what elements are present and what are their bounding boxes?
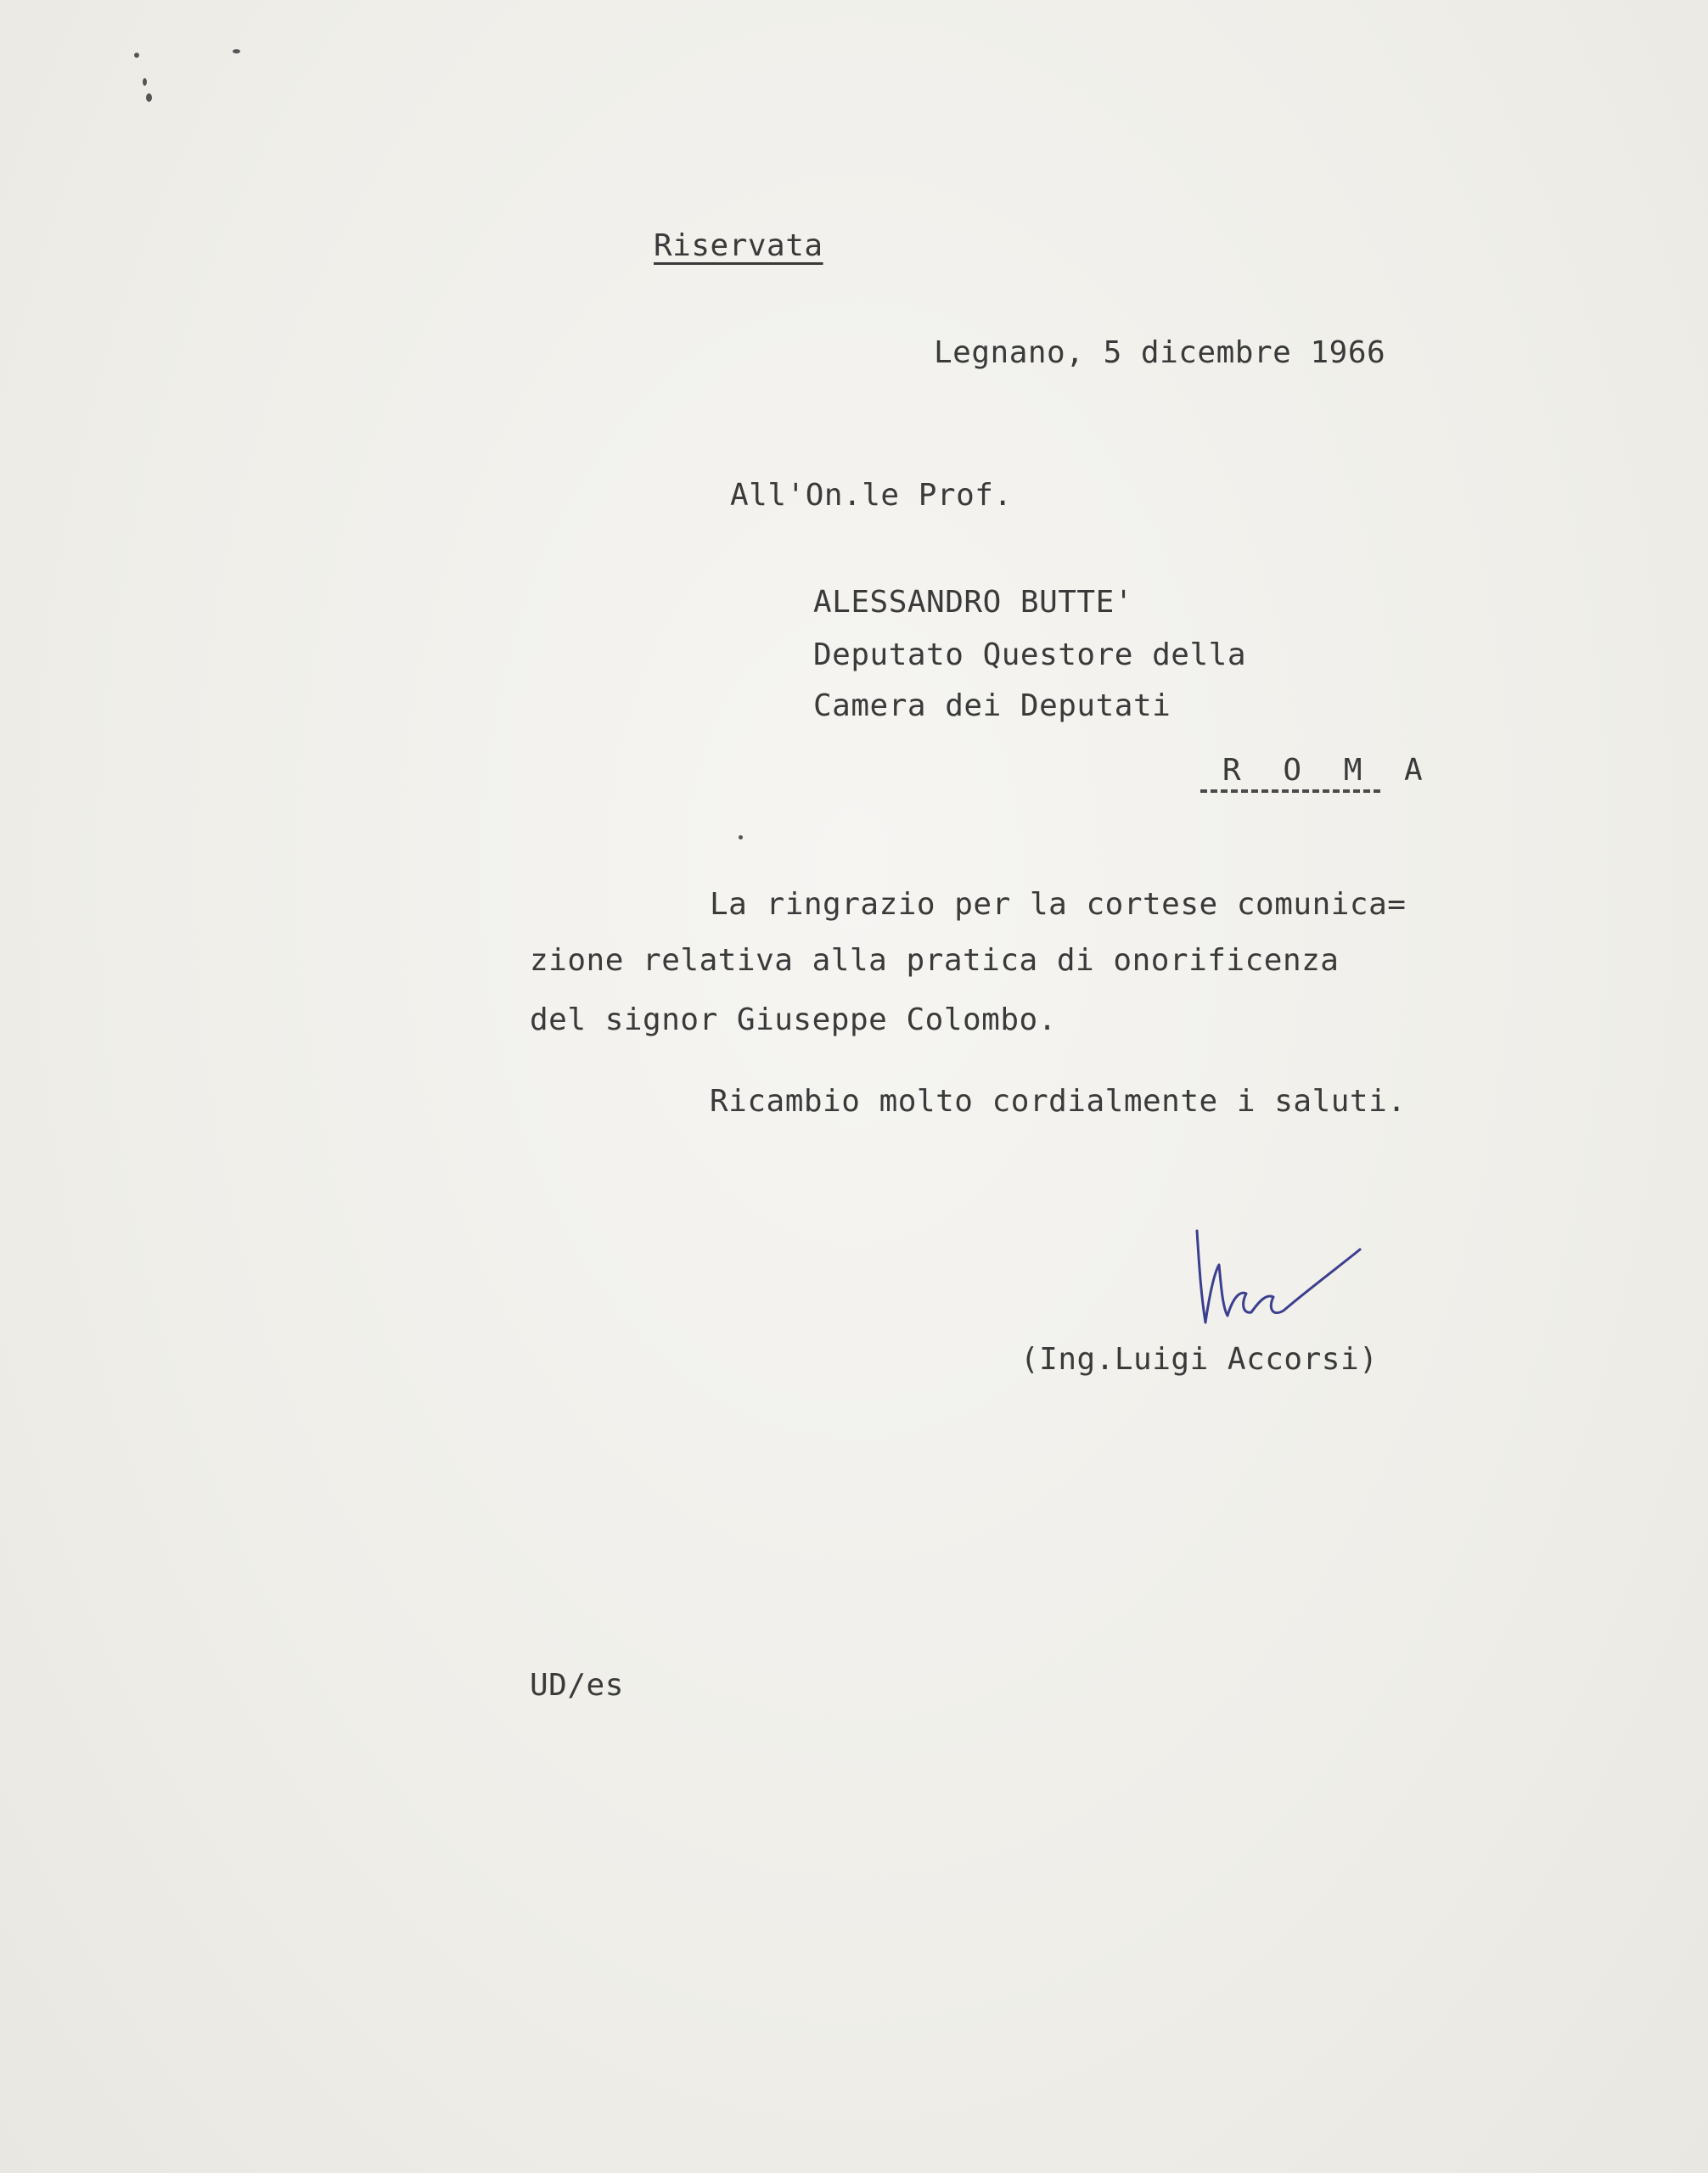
place-date: Legnano, 5 dicembre 1966	[934, 335, 1386, 370]
handwritten-signature	[1180, 1222, 1384, 1341]
city-underline	[1200, 789, 1380, 793]
salutation: All'On.le Prof.	[730, 478, 1013, 513]
ink-speck	[233, 49, 240, 53]
body-para1-line3: del signor Giuseppe Colombo.	[530, 1002, 1057, 1037]
ink-speck	[143, 78, 147, 86]
recipient-title-line2: Camera dei Deputati	[813, 688, 1171, 723]
recipient-title-line1: Deputato Questore della	[813, 637, 1246, 672]
body-para1-line2: zione relativa alla pratica di onorificenza	[530, 943, 1340, 978]
reserved-heading: Riservata	[654, 228, 823, 263]
body-para1-line1: La ringrazio per la cortese comunica=	[710, 887, 1407, 922]
ink-speck	[134, 53, 139, 58]
signatory-name: (Ing.Luigi Accorsi)	[1020, 1342, 1379, 1377]
recipient-name: ALESSANDRO BUTTE'	[813, 585, 1133, 620]
ink-speck	[739, 835, 743, 839]
body-para2: Ricambio molto cordialmente i saluti.	[710, 1084, 1407, 1119]
reference-initials: UD/es	[530, 1668, 624, 1703]
ink-speck	[146, 93, 152, 102]
recipient-city: R O M A	[1222, 753, 1435, 788]
